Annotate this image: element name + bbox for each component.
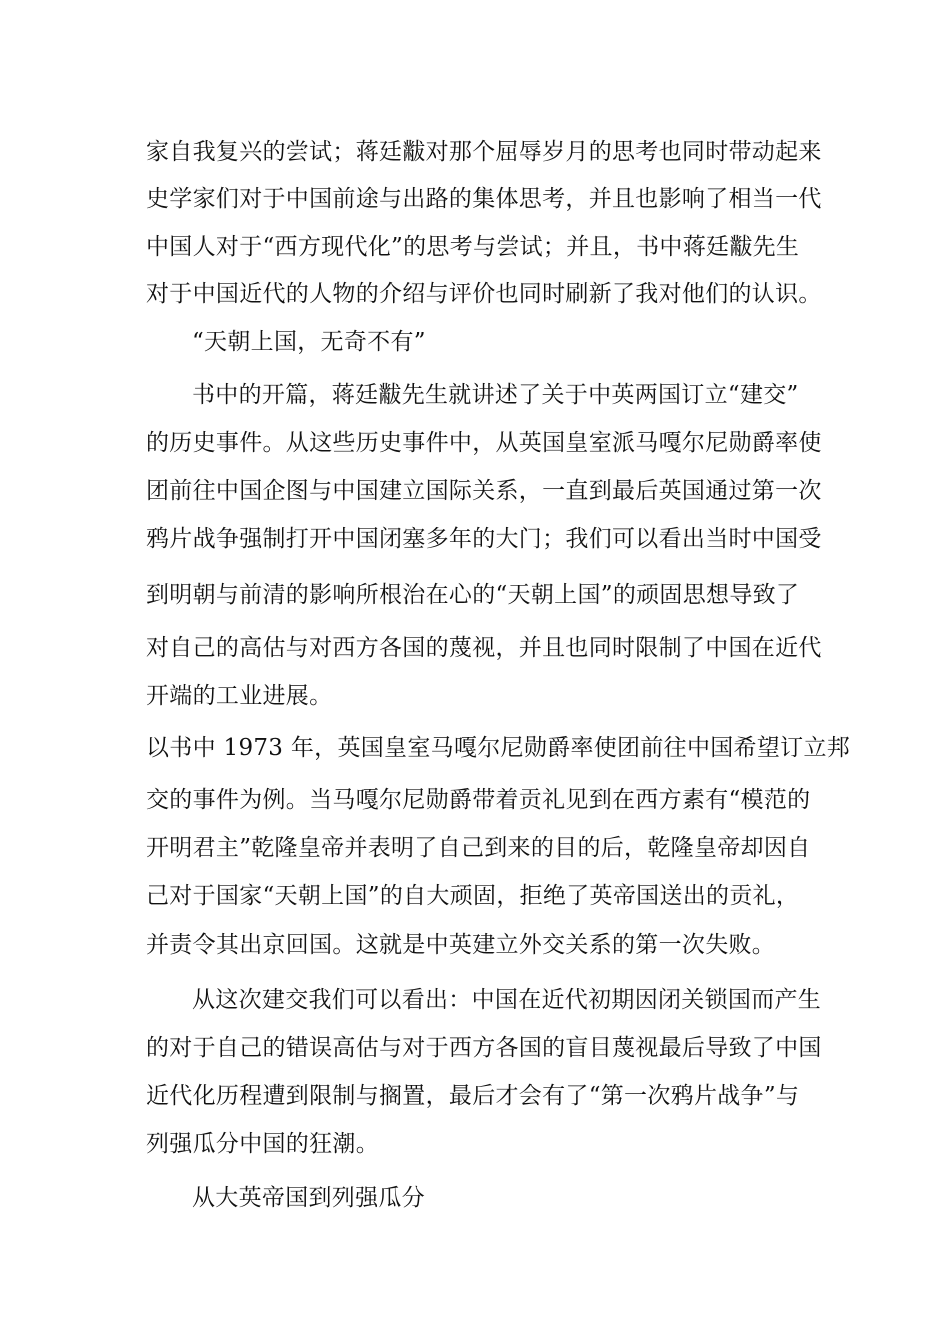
text-line-21: 列强瓜分中国的狂潮。 [146,1131,379,1157]
section-heading-1: “天朝上国，无奇不有” [192,329,426,355]
text-line-15: 开明君主”乾隆皇帝并表明了自己到来的目的后，乾隆皇帝却因自 [146,835,811,861]
text-line-4: 对于中国近代的人物的介绍与评价也同时刷新了我对他们的认识。 [146,281,822,307]
text-line-14: 交的事件为例。当马嘎尔尼勋爵带着贡礼见到在西方素有“模范的 [146,787,811,813]
text-line-19: 的对于自己的错误高估与对于西方各国的盲目蔑视最后导致了中国 [146,1035,822,1061]
text-line-20: 近代化历程遭到限制与搁置，最后才会有了“第一次鸦片战争”与 [146,1083,800,1109]
text-line-6: 书中的开篇，蒋廷黻先生就讲述了关于中英两国订立“建交” [192,382,799,408]
text-line-12: 开端的工业进展。 [146,683,333,709]
text-line-10: 到明朝与前清的影响所根治在心的“天朝上国”的顽固思想导致了 [146,582,800,608]
text-line-2: 史学家们对于中国前途与出路的集体思考，并且也影响了相当一代 [146,186,822,212]
text-line-7: 的历史事件。从这些历史事件中，从英国皇室派马嘎尔尼勋爵率使 [146,430,822,456]
text-line-3: 中国人对于“西方现代化”的思考与尝试；并且，书中蒋廷黻先生 [146,234,800,260]
text-line-11: 对自己的高估与对西方各国的蔑视，并且也同时限制了中国在近代 [146,635,822,661]
text-line-16: 己对于国家“天朝上国”的自大顽固，拒绝了英帝国送出的贡礼， [146,883,800,909]
text-line-8: 团前往中国企图与中国建立国际关系，一直到最后英国通过第一次 [146,478,822,504]
text-line-9: 鸦片战争强制打开中国闭塞多年的大门；我们可以看出当时中国受 [146,526,822,552]
text-line-1: 家自我复兴的尝试；蒋廷黻对那个屈辱岁月的思考也同时带动起来 [146,139,822,165]
text-line-17: 并责令其出京回国。这就是中英建立外交关系的第一次失败。 [146,932,776,958]
section-heading-2: 从大英帝国到列强瓜分 [192,1185,425,1211]
text-line-18: 从这次建交我们可以看出：中国在近代初期因闭关锁国而产生 [192,987,822,1013]
text-line-13: 以书中 1973 年，英国皇室马嘎尔尼勋爵率使团前往中国希望订立邦 [146,735,851,761]
